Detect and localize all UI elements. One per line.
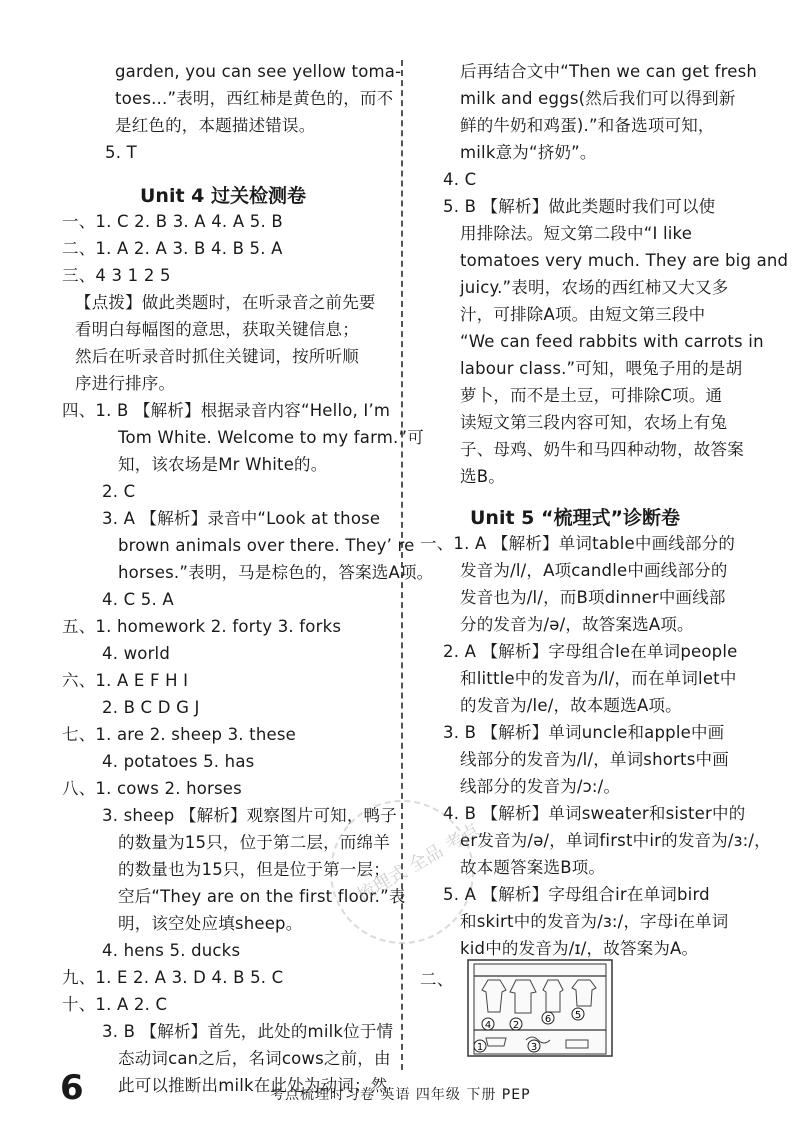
answer-line: 2. A 【解析】字母组合le在单词people xyxy=(443,642,738,661)
answer-line: 2. B C D G J xyxy=(102,698,200,717)
text-line: 5. T xyxy=(105,143,137,162)
unit4-title: Unit 4 过关检测卷 xyxy=(140,185,306,207)
answer-line: 十、1. A 2. C xyxy=(62,995,168,1014)
text-line: 是红色的，本题描述错误。 xyxy=(115,116,316,135)
answer-line: 线部分的发音为/ɔ:/。 xyxy=(460,777,621,796)
text-line: 鲜的牛奶和鸡蛋).”和备选项可知， xyxy=(460,116,715,135)
answer-line: 二、 xyxy=(420,970,454,989)
wardrobe-label: 5 xyxy=(574,1010,582,1021)
wardrobe-label: 4 xyxy=(484,1020,492,1031)
answer-line: 六、1. A E F H I xyxy=(62,671,189,690)
answer-line: 的数量为15只，位于第二层，而绵羊 xyxy=(118,833,390,852)
wardrobe-label: 6 xyxy=(544,1014,552,1025)
text-line: tomatoes very much. They are big and xyxy=(460,251,789,270)
text-line: 子、母鸡、奶牛和马四种动物，故答案 xyxy=(460,440,744,459)
answer-line: 发音也为/l/，而B项dinner中画线部 xyxy=(460,588,726,607)
answer-line: 4. B 【解析】单词sweater和sister中的 xyxy=(443,804,746,823)
answer-line: 一、1. C 2. B 3. A 4. A 5. B xyxy=(62,212,283,231)
answer-line: 空后“They are on the first floor.”表 xyxy=(118,887,406,906)
wardrobe-label: 3 xyxy=(530,1042,538,1053)
answer-line: 3. B 【解析】首先，此处的milk位于情 xyxy=(102,1022,394,1041)
answer-line: 八、1. cows 2. horses xyxy=(62,779,242,798)
text-line: garden, you can see yellow toma- xyxy=(115,62,402,81)
answer-line: 分的发音为/ə/，故答案选A项。 xyxy=(460,615,694,634)
answer-line: 5. A 【解析】字母组合ir在单词bird xyxy=(443,885,710,904)
footer-text: 考点梳理时习卷 英语 四年级 下册 PEP xyxy=(270,1087,531,1103)
text-line: 萝卜，而不是土豆，可排除C项。通 xyxy=(460,386,723,405)
text-line: toes...”表明，西红柿是黄色的，而不 xyxy=(115,89,394,108)
answer-line: 七、1. are 2. sheep 3. these xyxy=(62,725,296,744)
answer-line: 三、4 3 1 2 5 xyxy=(62,266,171,285)
text-line: 读短文第三段内容可知，农场上有兔 xyxy=(460,413,728,432)
answer-line: 然后在听录音时抓住关键词，按所听顺 xyxy=(75,347,359,366)
answer-line: 四、1. B 【解析】根据录音内容“Hello, I’m xyxy=(62,401,391,420)
answer-line: er发音为/ə/，单词first中ir的发音为/ɜ:/， xyxy=(460,831,771,850)
unit5-title: Unit 5 “梳理式”诊断卷 xyxy=(470,507,680,529)
answer-line: 4. world xyxy=(102,644,171,663)
answer-line: 和little中的发音为/l/，而在单词let中 xyxy=(460,669,737,688)
answer-line: Tom White. Welcome to my farm.”可 xyxy=(118,428,424,447)
answer-line: 3. A 【解析】录音中“Look at those xyxy=(102,509,381,528)
answer-line: 二、1. A 2. A 3. B 4. B 5. A xyxy=(62,239,283,258)
text-line: 用排除法。短文第二段中“I like xyxy=(460,224,693,243)
answer-line: 明，该空处应填sheep。 xyxy=(118,914,303,933)
answer-line: 九、1. E 2. A 3. D 4. B 5. C xyxy=(62,968,284,987)
wardrobe-illustration xyxy=(466,958,614,1058)
page-number: 6 xyxy=(60,1068,84,1108)
answer-line: 知，该农场是Mr White的。 xyxy=(118,455,328,474)
answer-line: 和skirt中的发音为/ɜ:/，字母i在单词 xyxy=(460,912,729,931)
answer-line: 序进行排序。 xyxy=(75,374,176,393)
answer-line: 3. sheep 【解析】观察图片可知，鸭子 xyxy=(102,806,397,825)
text-line: juicy.”表明，农场的西红柿又大又多 xyxy=(460,278,729,297)
answer-line: 2. C xyxy=(102,482,136,501)
answer-line: 一、1. A 【解析】单词table中画线部分的 xyxy=(420,534,736,553)
text-line: 选B。 xyxy=(460,467,505,486)
answer-line: 态动词can之后，名词cows之前，由 xyxy=(118,1049,391,1068)
answer-line: horses.”表明，马是棕色的，答案选A项。 xyxy=(118,563,434,582)
answer-line: brown animals over there. They’ re xyxy=(118,536,415,555)
text-line: 4. C xyxy=(443,170,477,189)
answer-line: 线部分的发音为/l/，单词shorts中画 xyxy=(460,750,729,769)
text-line: 后再结合文中“Then we can get fresh xyxy=(460,62,758,81)
answer-line: 发音为/l/，A项candle中画线部分的 xyxy=(460,561,728,580)
text-line: 5. B 【解析】做此类题时我们可以使 xyxy=(443,197,716,216)
text-line: milk意为“挤奶”。 xyxy=(460,143,597,162)
wardrobe-label: 1 xyxy=(476,1042,484,1053)
answer-line: 4. hens 5. ducks xyxy=(102,941,241,960)
text-line: labour class.”可知，喂兔子用的是胡 xyxy=(460,359,743,378)
text-line: 汁，可排除A项。由短文第三段中 xyxy=(460,305,706,324)
answer-line: 五、1. homework 2. forty 3. forks xyxy=(62,617,342,636)
answer-line: 的数量也为15只，但是位于第一层； xyxy=(118,860,390,879)
wardrobe-label: 2 xyxy=(512,1020,520,1031)
answer-line: 此可以推断出milk在此处为动词；然 xyxy=(118,1076,388,1095)
watermark-text: 梳理式 全品 考点 xyxy=(353,819,484,907)
text-line: “We can feed rabbits with carrots in xyxy=(460,332,764,351)
answer-line: 4. C 5. A xyxy=(102,590,174,609)
answer-line: 【点拨】做此类题时，在听录音之前先要 xyxy=(75,293,376,312)
answer-line: 3. B 【解析】单词uncle和apple中画 xyxy=(443,723,725,742)
answer-line: 4. potatoes 5. has xyxy=(102,752,255,771)
answer-line: kid中的发音为/ɪ/，故答案为A。 xyxy=(460,939,699,958)
answer-line: 的发音为/le/，故本题选A项。 xyxy=(460,696,682,715)
text-line: milk and eggs(然后我们可以得到新 xyxy=(460,89,736,108)
answer-line: 看明白每幅图的意思，获取关键信息； xyxy=(75,320,359,339)
answer-line: 故本题答案选B项。 xyxy=(460,858,606,877)
